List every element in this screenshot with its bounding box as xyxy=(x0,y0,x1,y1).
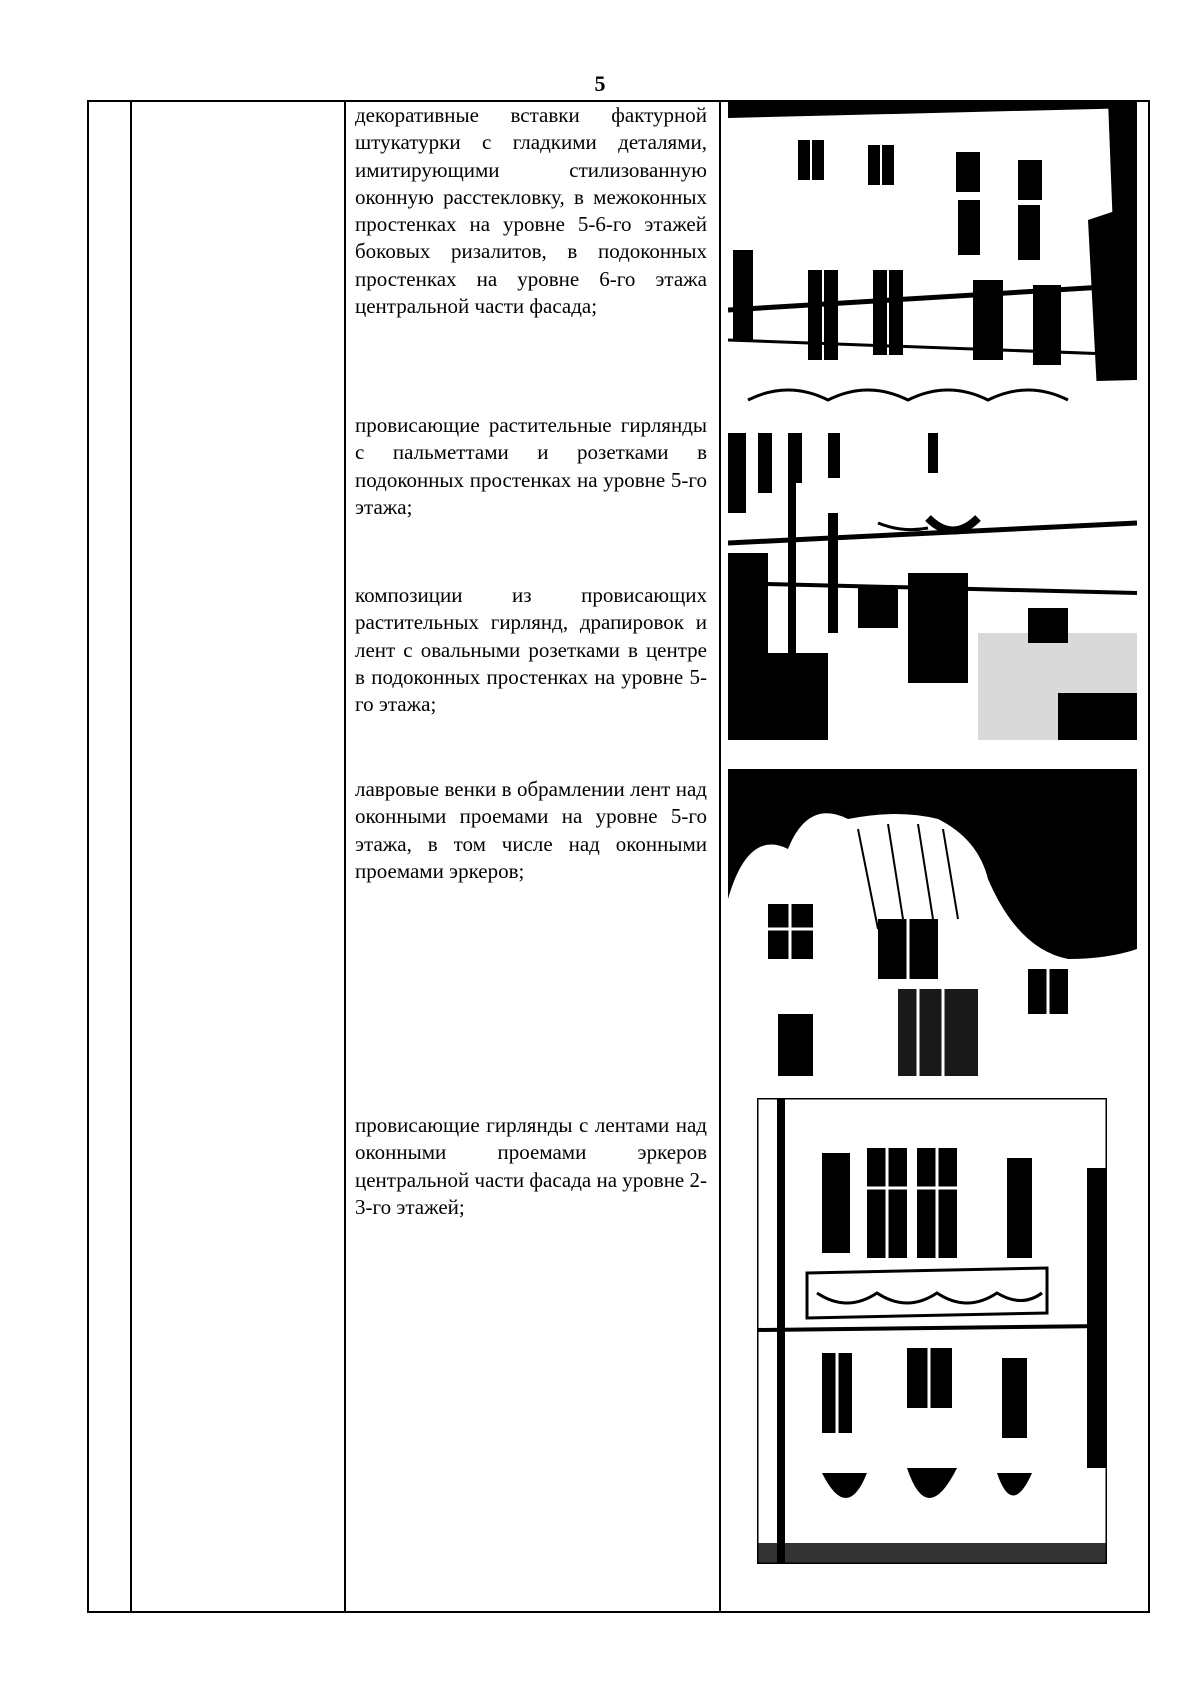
row-3-text: композиции из провисающих растительных гирлянд, драпировок и лент с овальными розетками в центре в подоконных простенках на уровне 5-го этажа; xyxy=(355,583,707,717)
row-5-text: провисающие гирлянды с лентами над оконными проемами эркеров центральной части фасада на уровне 2-3-го этажей; xyxy=(355,1113,707,1219)
column-divider-1 xyxy=(130,102,132,1611)
page-number: 5 xyxy=(594,71,606,96)
column-divider-3 xyxy=(719,102,721,1611)
row-1-text: декоративные вставки фактурной штукатурки с гладкими деталями, имитирующими стилизованную оконную расстекловку, в межоконных простенках на уровне 5-6-го этажей боковых ризалитов, в подоконных простенках на уровне 6-го этажа центральной части фасада; xyxy=(355,103,707,319)
row-4-text: лавровые венки в обрамлении лент над оконными проемами на уровне 5-го этажа, в том числе над оконными проемами эркеров; xyxy=(355,777,707,883)
facade-photo-2 xyxy=(728,433,1137,740)
facade-photo-4 xyxy=(757,1098,1107,1564)
row-2-text: провисающие растительные гирлянды с пальметтами и розетками в подоконных простенках на уровне 5-го этажа; xyxy=(355,413,707,519)
facade-photo-1 xyxy=(728,100,1137,410)
column-divider-2 xyxy=(344,102,346,1611)
facade-photo-3 xyxy=(728,769,1137,1076)
